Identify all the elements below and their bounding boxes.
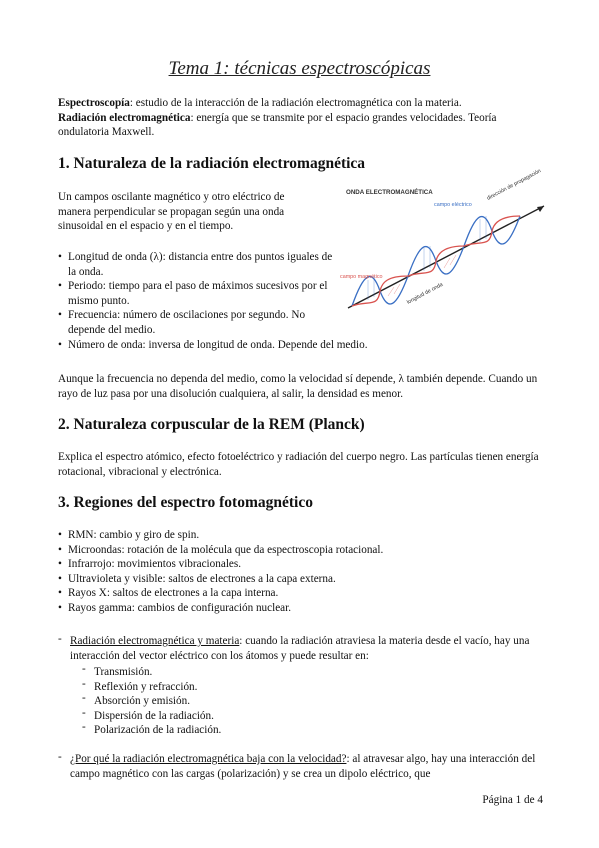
list-item: • Microondas: rotación de la molécula que da espectroscopia rotacional.	[58, 543, 538, 558]
list-item: • Longitud de onda (λ): distancia entre dos puntos iguales de la onda.	[58, 250, 338, 279]
def-espectroscopia: : estudio de la interacción de la radiación electromagnética con la materia.	[129, 97, 462, 109]
section3-item-1	[58, 634, 538, 663]
intro-paragraph	[58, 96, 536, 140]
label-magnetic-field: campo magnético	[340, 274, 383, 280]
item2-text: : al atravesar algo, hay una interacción del campo magnético con las cargas (polarización) y se crea un dipolo eléctrico, que	[70, 753, 536, 780]
list-item: • Número de onda: inversa de longitud de onda. Depende del medio.	[58, 338, 488, 353]
section3-item-2	[58, 752, 538, 781]
item1-text: : cuando la radiación atraviesa la materia desde el vacío, hay una interacción del vector eléctrico con los átomos y puede resultar en:	[70, 635, 530, 662]
section3-heading: 3. Regiones del espectro fotomagnético	[58, 494, 313, 511]
item2-term: ¿Por qué la radiación electromagnética baja con la velocidad?	[70, 753, 347, 765]
list-item: - Reflexión y refracción.	[82, 680, 482, 695]
list-item: • Infrarrojo: movimientos vibracionales.	[58, 557, 538, 572]
section2-heading: 2. Naturaleza corpuscular de la REM (Planck)	[58, 416, 365, 433]
list-item: - Absorción y emisión.	[82, 694, 482, 709]
label-wavelength: longitud de onda	[406, 281, 445, 306]
def-radiacion: : energía que se transmite por el espacio grandes velocidades. Teoría ondulatoria Maxwell.	[58, 111, 497, 139]
term-espectroscopia: Espectroscopía	[58, 97, 130, 109]
electric-field-lines	[368, 216, 486, 300]
section3-sub-list	[82, 665, 482, 738]
label-electric-field: campo eléctrico	[434, 202, 472, 208]
section1-paragraph: Un campos oscilante magnético y otro eléctrico de manera perpendicular se propagan según una onda sinusoidal en el espacio y en el tiempo.	[58, 191, 285, 233]
magnetic-field-lines	[388, 255, 456, 296]
section2-paragraph: Explica el espectro atómico, efecto fotoeléctrico y radiación del cuerpo negro. Las partículas tienen energía rotacional, vibracional y electrónica.	[58, 451, 539, 478]
list-item: • Rayos X: saltos de electrones a la capa interna.	[58, 586, 538, 601]
propagation-axis	[348, 206, 544, 308]
term-radiacion: Radiación electromagnética	[58, 111, 191, 124]
list-item: • RMN: cambio y giro de spin.	[58, 528, 538, 543]
list-item: • Frecuencia: número de oscilaciones por segundo. No depende del medio.	[58, 308, 338, 337]
dash-marker: -	[58, 633, 62, 645]
section3-bullets	[58, 528, 538, 616]
page-number: Página 1 de 4	[482, 794, 543, 806]
section1-heading: 1. Naturaleza de la radiación electromagnética	[58, 155, 366, 172]
section1-closing: Aunque la frecuencia no dependa del medio, como la velocidad sí depende, λ también depende. Cuando un rayo de luz pasa por una disolución cualquiera, al salir, la densidad es menor.	[58, 373, 538, 400]
list-item: • Periodo: tiempo para el paso de máximos sucesivos por el mismo punto.	[58, 279, 338, 308]
label-propagation-direction: dirección de propagación	[486, 168, 543, 202]
list-item: • Rayos gamma: cambios de configuración nuclear.	[58, 601, 538, 616]
dash-marker: -	[58, 751, 62, 763]
item1-term: Radiación electromagnética y materia	[70, 635, 240, 647]
document-title: Tema 1: técnicas espectroscópicas	[168, 58, 431, 79]
electromagnetic-wave-figure	[338, 168, 550, 318]
figure-title: ONDA ELECTROMAGNÉTICA	[346, 189, 433, 196]
list-item: - Dispersión de la radiación.	[82, 709, 482, 724]
list-item: - Transmisión.	[82, 665, 482, 680]
list-item: - Polarización de la radiación.	[82, 723, 482, 738]
list-item: • Ultravioleta y visible: saltos de electrones a la capa externa.	[58, 572, 538, 587]
